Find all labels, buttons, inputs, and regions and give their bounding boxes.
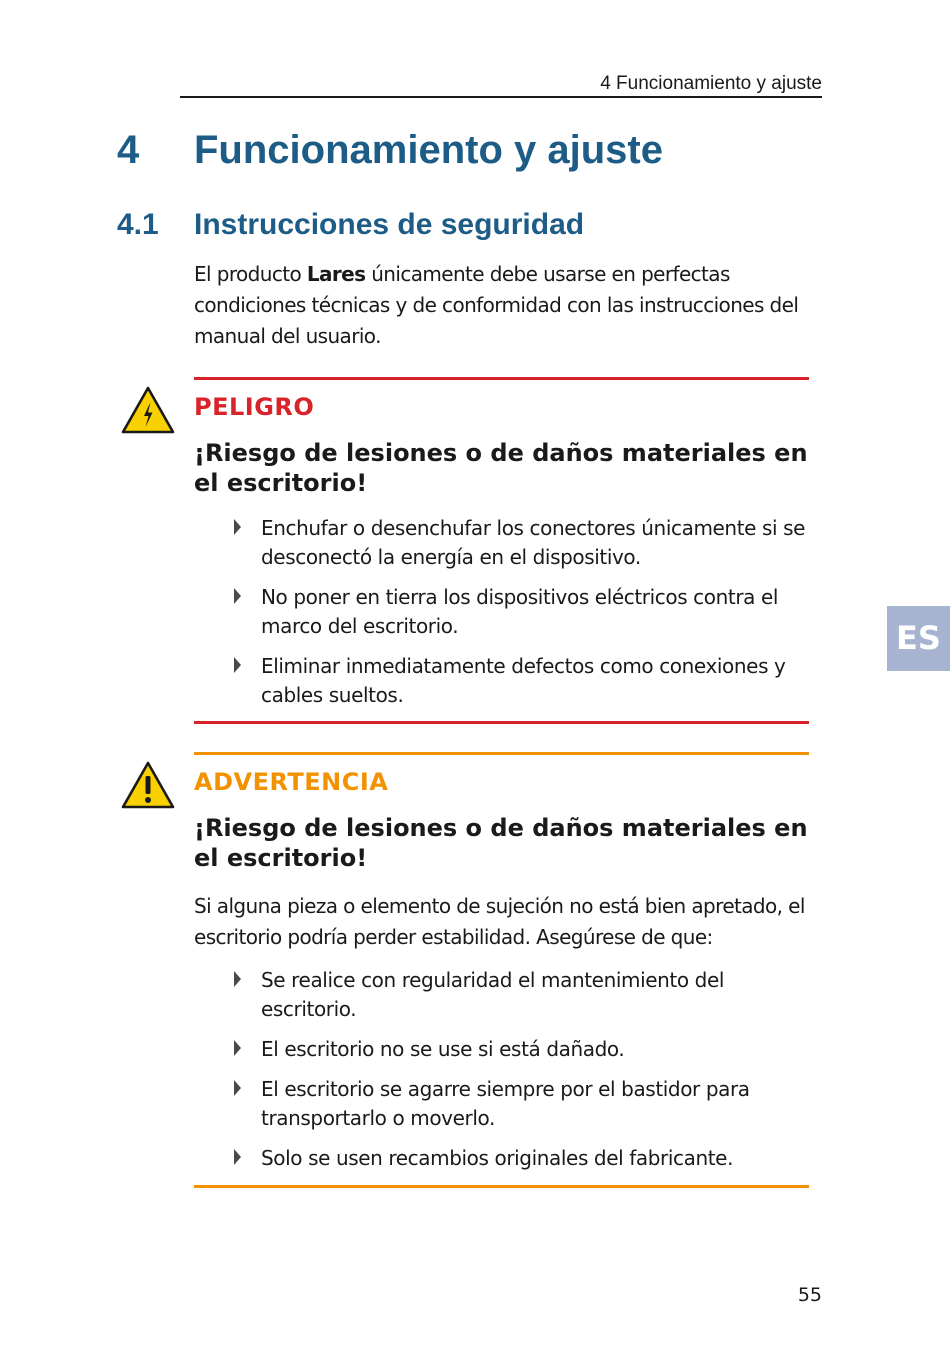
triangle-bullet-icon bbox=[234, 519, 241, 535]
danger-bottom-rule bbox=[194, 721, 809, 724]
electrical-hazard-icon bbox=[121, 386, 175, 434]
running-header: 4 Funcionamiento y ajuste bbox=[180, 72, 822, 98]
warning-list bbox=[232, 966, 822, 1184]
intro-paragraph bbox=[194, 259, 804, 352]
general-warning-icon bbox=[121, 761, 175, 809]
intro-prefix: El producto bbox=[194, 262, 307, 286]
list-item: Se realice con regularidad el mantenimiento del escritorio. bbox=[232, 966, 822, 1024]
triangle-bullet-icon bbox=[234, 657, 241, 673]
triangle-bullet-icon bbox=[234, 971, 241, 987]
list-item: Eliminar inmediatamente defectos como conexiones y cables sueltos. bbox=[232, 652, 822, 710]
list-item: Solo se usen recambios originales del fabricante. bbox=[232, 1144, 822, 1173]
list-item: El escritorio no se use si está dañado. bbox=[232, 1035, 822, 1064]
intro-suffix: únicamente debe usarse en perfectas condiciones técnicas y de conformidad con las instrucciones del manual del usuario. bbox=[194, 262, 799, 348]
page-number: 55 bbox=[797, 1284, 822, 1306]
list-item: Enchufar o desenchufar los conectores únicamente si se desconectó la energía en el dispositivo. bbox=[232, 514, 822, 572]
warning-signal-word: ADVERTENCIA bbox=[194, 768, 389, 796]
triangle-bullet-icon bbox=[234, 1149, 241, 1165]
section-number: 4.1 bbox=[117, 208, 159, 241]
product-name: Lares bbox=[306, 262, 366, 286]
warning-top-rule bbox=[194, 752, 809, 755]
triangle-bullet-icon bbox=[234, 1080, 241, 1096]
warning-bottom-rule bbox=[194, 1185, 809, 1188]
danger-top-rule bbox=[194, 377, 809, 380]
list-item: El escritorio se agarre siempre por el bastidor para transportarlo o moverlo. bbox=[232, 1075, 822, 1133]
language-tab: ES bbox=[887, 606, 950, 671]
warning-description: Si alguna pieza o elemento de sujeción no está bien apretado, el escritorio podría perder estabilidad. Asegúrese de que: bbox=[194, 894, 805, 949]
triangle-bullet-icon bbox=[234, 588, 241, 604]
triangle-bullet-icon bbox=[234, 1040, 241, 1056]
danger-list bbox=[232, 514, 822, 721]
chapter-number: 4 bbox=[117, 128, 140, 172]
warning-title: ¡Riesgo de lesiones o de daños materiales en el escritorio! bbox=[194, 814, 808, 872]
danger-signal-word: PELIGRO bbox=[194, 393, 315, 421]
list-item: No poner en tierra los dispositivos eléctricos contra el marco del escritorio. bbox=[232, 583, 822, 641]
section-title: Instrucciones de seguridad bbox=[194, 208, 585, 241]
danger-title: ¡Riesgo de lesiones o de daños materiales en el escritorio! bbox=[194, 439, 808, 497]
chapter-title: Funcionamiento y ajuste bbox=[194, 128, 663, 172]
